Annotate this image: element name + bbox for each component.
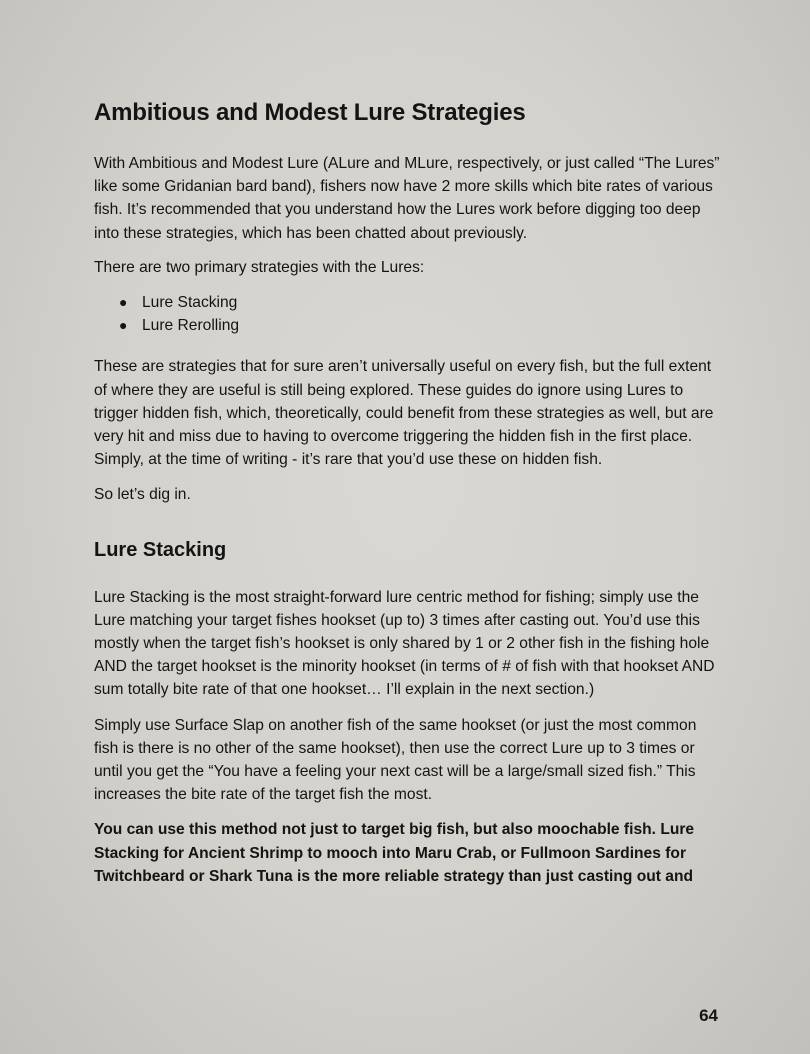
list-item-label: Lure Stacking <box>142 294 238 312</box>
bullet-icon: ● <box>119 294 128 311</box>
stacking-tip-paragraph: You can use this method not just to target big fish, but also moochable fish. Lure Stacking for Ancient Shrimp to mooch into Maru Crab, or Fullmoon Sardines for Twitchbeard or Shark Tuna is the more reliable strategy than just casting out and <box>94 821 695 885</box>
intro-paragraph: With Ambitious and Modest Lure (ALure and MLure, respectively, or just called “The Lures” like some Gridanian bard band), fishers now have 2 more skills which bite rates of various fish. It’s recommended that you understand how the Lures work before digging too deep into these strategies, which has been chatted about previously. <box>94 155 720 242</box>
page-content <box>94 96 724 888</box>
page-number: 64 <box>699 1006 718 1025</box>
section-heading: Lure Stacking <box>94 538 227 561</box>
stacking-paragraph: Lure Stacking is the most straight-forward lure centric method for fishing; simply use the Lure matching your target fishes hookset (up to) 3 times after casting out. You’d use this mostly when the target fish’s hookset is only shared by 1 or 2 other fish in the fishing hole AND the target hookset is the minority hookset (in terms of # of fish with that hookset AND sum totally bite rate of that one hookset… I’ll explain in the next section.) <box>94 588 715 699</box>
strategies-intro: There are two primary strategies with the Lures: <box>94 258 425 276</box>
caveat-paragraph: These are strategies that for sure aren’t universally useful on every fish, but the full extent of where they are useful is still being explored. These guides do ignore using Lures to trigger hidden fish, which, theoretically, could benefit from these strategies as well, but are very hit and miss due to having to overcome triggering the hidden fish in the first place. Simply, at the time of writing - it’s rare that you’d use these on hidden fish. <box>94 358 714 469</box>
list-item-label: Lure Rerolling <box>142 317 240 335</box>
bullet-icon: ● <box>119 317 128 334</box>
list-item <box>94 291 724 314</box>
dig-in-paragraph: So let’s dig in. <box>94 486 191 504</box>
strategy-list <box>94 291 724 337</box>
list-item <box>94 314 724 337</box>
stacking-paragraph: Simply use Surface Slap on another fish of the same hookset (or just the most common fish is there is no other of the same hookset), then use the correct Lure up to 3 times or until you get the “You have a feeling your next cast will be a large/small sized fish.” This increases the bite rate of the target fish the most. <box>94 716 697 804</box>
page-title: Ambitious and Modest Lure Strategies <box>94 99 526 126</box>
